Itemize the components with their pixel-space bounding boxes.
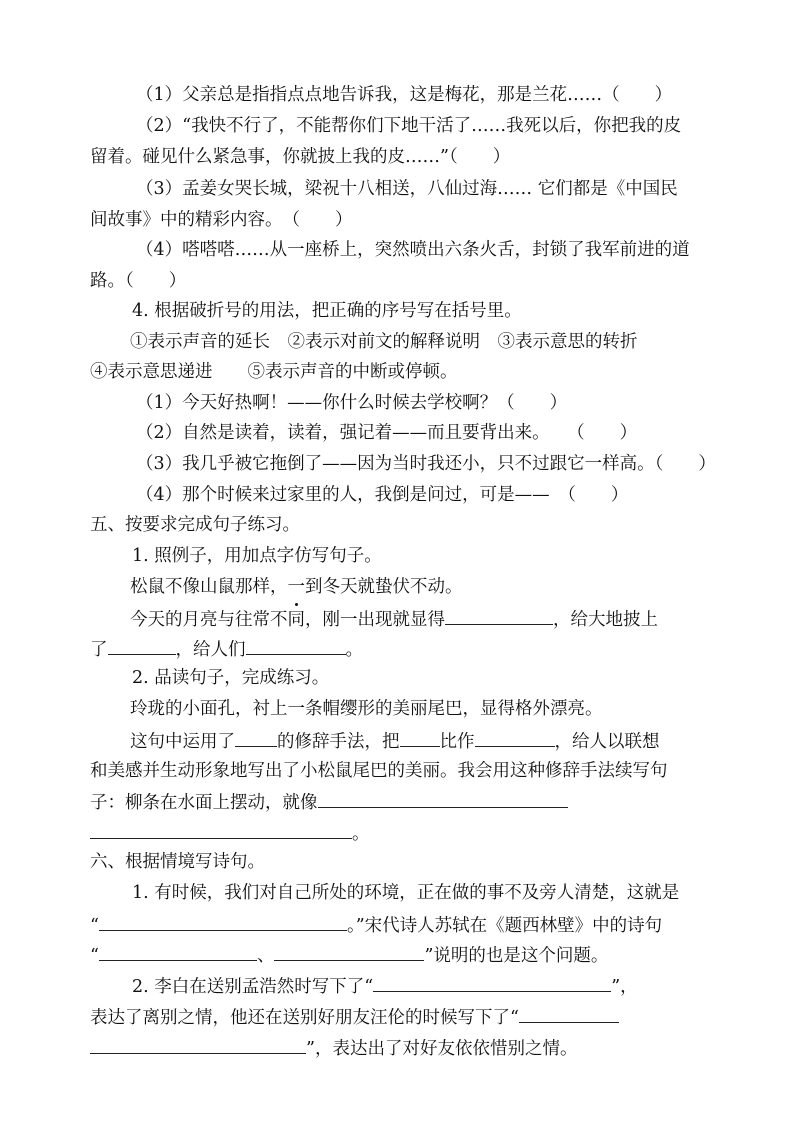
s5-q2-line3 [90, 789, 568, 815]
q3-item-4-line2: 路。（ ） [90, 271, 187, 291]
q4-item-1: （1）今天好热啊！——你什么时候去学校啊？（ ） [136, 393, 568, 413]
s6-q2-text-a: 2. 李白在送别孟浩然时写下了“ [132, 977, 374, 997]
answer-blank[interactable] [99, 942, 257, 961]
s5-q1-text-d: ，给人们 [175, 640, 246, 660]
q3-item-2-line2: 留着。碰见什么紧急事，你就披上我的皮……”（ ） [90, 147, 511, 167]
example-before: 松鼠不像山鼠那样， [130, 577, 288, 597]
section5-heading: 五、按要求完成句子练习。 [90, 515, 300, 535]
q3-item-3-line2: 间故事》中的精彩内容。 （ ） [90, 210, 353, 230]
section6-heading: 六、根据情境写诗句。 [90, 852, 265, 872]
s5-q1-text-b: ，给大地披上 [553, 610, 658, 630]
s5-q1-text-c: 了 [90, 640, 108, 660]
q4-item-2: （2）自然是读着，读着，强记着——而且要背出来。 （ ） [136, 423, 638, 443]
answer-blank[interactable] [90, 1035, 306, 1054]
s6-q2-line1 [132, 973, 638, 999]
q4-item-3: （3）我几乎被它拖倒了——因为当时我还小，只不过跟它一样高。（ ） [136, 454, 716, 474]
s5-q1-line2 [90, 636, 363, 662]
s5-q2-text-f: 。 [352, 824, 370, 844]
s6-q2-text-c: 表达了离别之情，他还在送别好朋友汪伦的时候写下了“ [90, 1008, 519, 1028]
s5-q1-text-a: 今天的月亮与往常不同，刚一出现就显得 [130, 610, 445, 630]
answer-blank[interactable] [90, 820, 352, 839]
answer-blank[interactable] [274, 942, 424, 961]
q3-item-1: （1）父亲总是指指点点地告诉我，这是梅花，那是兰花……（ ） [136, 85, 673, 105]
s5-q1-title: 1. 照例子，用加点字仿写句子。 [132, 546, 382, 566]
answer-blank[interactable] [445, 606, 553, 625]
q3-item-2-line1: （2）“我快不行了，不能帮你们下地干活了……我死以后，你把我的皮 [136, 116, 682, 136]
answer-blank[interactable] [400, 728, 440, 747]
s5-q2-line1 [130, 728, 660, 754]
s5-q2-text-a: 这句中运用了 [130, 732, 235, 752]
s5-q1-text-e: 。 [345, 640, 363, 660]
q3-item-3-line1: （3）孟姜女哭长城，梁祝十八相送，八仙过海…… 它们都是《中国民 [136, 179, 678, 199]
s5-q2-text-c: 比作 [439, 732, 475, 752]
answer-blank[interactable] [475, 728, 555, 747]
s5-q2-title: 2. 品读句子，完成练习。 [132, 668, 330, 688]
s5-q2-line2: 和美感并生动形象地写出了小松鼠尾巴的美丽。我会用这种修辞手法续写句 [90, 761, 668, 781]
s6-q1-text-d: 、 [256, 946, 275, 966]
s5-q2-text-e: 子：柳条在水面上摆动，就像 [90, 793, 318, 813]
s6-q1-text-e: ”说明的也是这个问题。 [424, 946, 609, 966]
q4-options-line1: ①表示声音的延长 ②表示对前文的解释说明 ③表示意思的转折 [130, 332, 638, 352]
s6-q1-line1: 1. 有时候，我们对自己所处的环境，正在做的事不及旁人清楚，这就是 [132, 883, 680, 903]
example-dotted-char: 一 [287, 577, 305, 597]
s6-q1-text-c: “ [90, 946, 99, 966]
q4-options-line2: ④表示意思递进 ⑤表示声音的中断或停顿。 [90, 362, 458, 382]
s5-q2-text-d: ，给人以联想 [554, 732, 660, 752]
answer-blank[interactable] [235, 728, 277, 747]
q4-item-4: （4）那个时候来过家里的人，我倒是问过，可是—— （ ） [136, 485, 629, 505]
q4-title: 4. 根据破折号的用法，把正确的序号写在括号里。 [132, 301, 522, 321]
s6-q2-text-d: ”，表达出了对好友依依惜别之情。 [306, 1039, 578, 1059]
s6-q1-text-a: “ [90, 916, 99, 936]
q3-item-4-line1: （4）嗒嗒嗒……从一座桥上，突然喷出六条火舌，封锁了我军前进的道 [136, 240, 690, 260]
s6-q1-line2 [90, 912, 662, 938]
s6-q2-line2 [90, 1004, 619, 1030]
answer-blank[interactable] [246, 636, 346, 655]
s5-example-sentence [130, 575, 463, 599]
s6-q2-line3 [90, 1035, 577, 1061]
answer-blank[interactable] [99, 912, 347, 931]
example-after: 到冬天就蛰伏不动。 [305, 577, 463, 597]
answer-blank[interactable] [318, 789, 568, 808]
s5-q2-line4 [90, 820, 370, 846]
s5-q2-text-b: 的修辞手法，把 [277, 732, 400, 752]
answer-blank[interactable] [108, 636, 176, 655]
s5-q2-sentence: 玲珑的小面孔，衬上一条帽缨形的美丽尾巴，显得格外漂亮。 [130, 699, 603, 719]
s6-q1-text-b: 。”宋代诗人苏轼在《题西林壁》中的诗句 [346, 916, 663, 936]
s6-q2-text-b: ”， [611, 977, 638, 997]
s5-q1-line1 [130, 606, 658, 632]
answer-blank[interactable] [519, 1004, 619, 1023]
answer-blank[interactable] [373, 973, 611, 992]
s6-q1-line3 [90, 942, 608, 968]
